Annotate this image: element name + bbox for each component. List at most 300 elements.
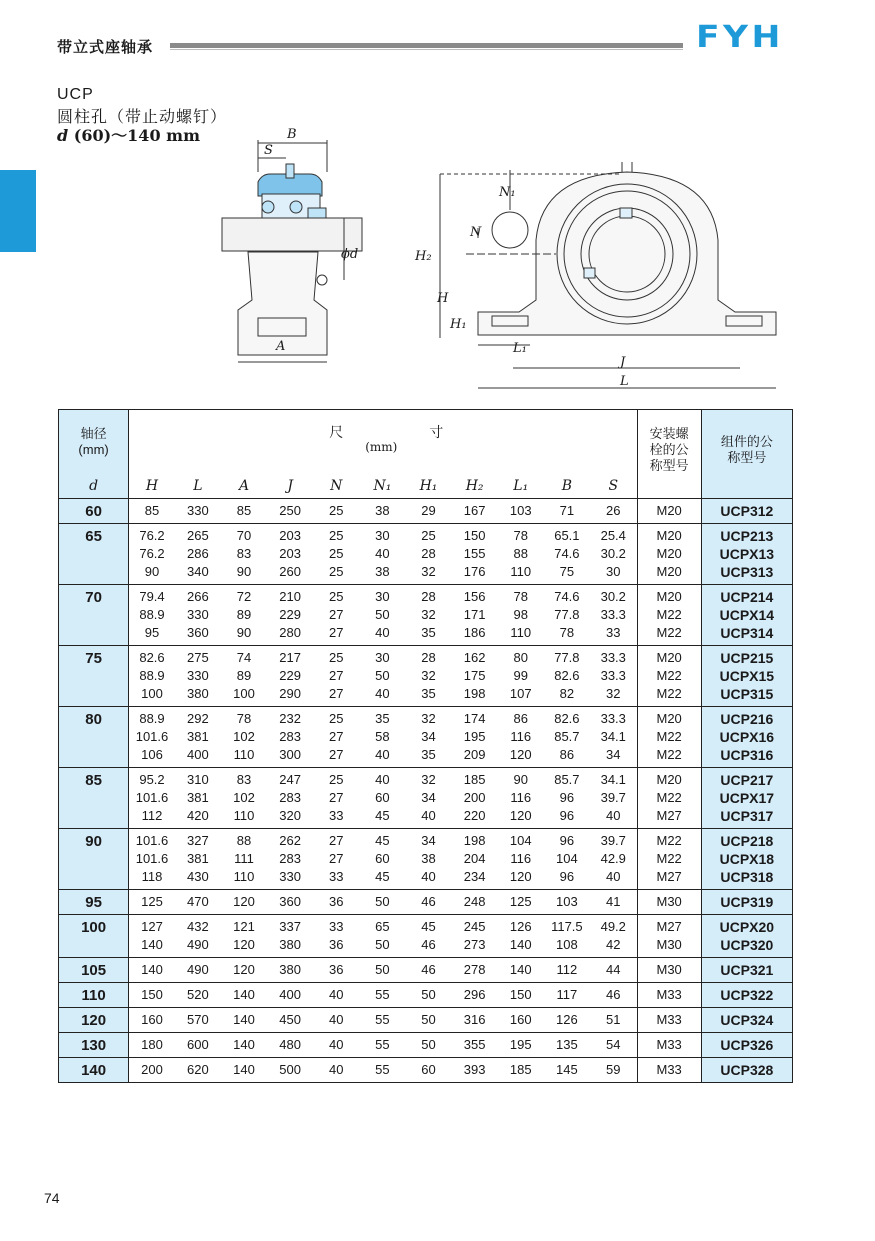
dimension-value: 34 xyxy=(421,790,436,805)
dimension-value: 490 xyxy=(175,958,221,983)
dimension-value: 101.6 xyxy=(135,729,169,744)
dimension-value: 88.9 xyxy=(139,607,165,622)
col-header: S xyxy=(590,475,637,499)
bolt-size-cell: M22 xyxy=(637,789,701,807)
dimension-value: 25 xyxy=(313,646,359,668)
dimension-value: 28 xyxy=(405,646,451,668)
shaft-diameter-cell: 85 xyxy=(59,768,129,829)
dimension-value: 160 xyxy=(498,1008,544,1033)
dimension-value: 65.1 xyxy=(544,524,590,546)
dimension-value: 198 xyxy=(452,829,498,851)
dimension-value: 110 xyxy=(233,808,255,823)
dimension-value: 450 xyxy=(267,1008,313,1033)
unit-number-cell: UCP328 xyxy=(701,1058,792,1083)
dimension-value: 51 xyxy=(590,1008,637,1033)
dimension-value: 120 xyxy=(509,808,532,823)
col-header: H₁ xyxy=(405,475,451,499)
bolt-size-cell: M20 xyxy=(637,585,701,607)
dimension-value: 220 xyxy=(463,808,486,823)
dimension-value: 210 xyxy=(267,585,313,607)
dimension-value: 120 xyxy=(509,747,532,762)
dimension-value: 330 xyxy=(187,607,209,622)
dimension-value: 80 xyxy=(498,646,544,668)
dimension-value: 380 xyxy=(279,937,301,952)
col-header: H xyxy=(129,475,175,499)
dimension-value: 40 xyxy=(375,546,390,561)
range-text: (60)～140 mm xyxy=(73,126,201,145)
bolt-size-cell: M20 xyxy=(637,646,701,668)
dimension-value: 89 xyxy=(236,668,252,683)
dimension-value: 33.3 xyxy=(600,607,626,622)
unit-number-cell: UCP312 xyxy=(701,499,792,524)
dimension-value: 140 xyxy=(498,958,544,983)
dimension-value: 360 xyxy=(187,625,209,640)
dimension-value: 229 xyxy=(279,607,301,622)
table-row xyxy=(59,807,793,829)
dimension-value: 126 xyxy=(498,915,544,937)
dimension-value: 59 xyxy=(590,1058,637,1083)
dimension-value: 310 xyxy=(175,768,221,790)
dimension-value: 85 xyxy=(236,503,252,518)
dimension-value: 248 xyxy=(452,890,498,915)
dimension-value: 39.7 xyxy=(600,790,626,805)
dimension-value: 150 xyxy=(129,983,175,1008)
unit-number-cell: UCP216 xyxy=(701,707,792,729)
table-row xyxy=(59,685,793,707)
dimension-value: 33 xyxy=(329,808,344,823)
series-code: UCP xyxy=(57,86,94,103)
dimension-value: 195 xyxy=(498,1033,544,1058)
unit-number-cell: UCPX14 xyxy=(701,606,792,624)
dimensions-header xyxy=(129,410,637,475)
range-symbol: d xyxy=(57,126,69,145)
dimension-value: 320 xyxy=(279,808,301,823)
shaft-diameter-cell: 100 xyxy=(59,915,129,958)
dimension-value: 140 xyxy=(221,983,267,1008)
dimension-value: 283 xyxy=(279,851,301,866)
dimension-value: 82.6 xyxy=(129,646,175,668)
dimension-value: 25 xyxy=(329,564,344,579)
dimension-value: 45 xyxy=(405,915,451,937)
dimension-value: 34 xyxy=(606,747,621,762)
label-B: B xyxy=(287,127,297,142)
dimension-value: 107 xyxy=(509,686,532,701)
dimension-value: 30 xyxy=(359,585,405,607)
dimension-value: 330 xyxy=(279,869,301,884)
dimension-value: 186 xyxy=(463,625,486,640)
dimension-value: 111 xyxy=(234,851,254,866)
table-row xyxy=(59,1033,793,1058)
dimension-value: 90 xyxy=(144,564,160,579)
dimension-value: 400 xyxy=(187,747,209,762)
dimension-value: 28 xyxy=(421,546,436,561)
dimension-value: 33 xyxy=(606,625,621,640)
dimension-value: 283 xyxy=(279,729,301,744)
dimension-value: 45 xyxy=(375,869,390,884)
table-row xyxy=(59,746,793,768)
label-L: L xyxy=(620,374,629,389)
dimension-value: 234 xyxy=(463,869,486,884)
dimension-value: 96 xyxy=(559,808,575,823)
shaft-diameter-cell: 65 xyxy=(59,524,129,585)
unit-number-cell: UCP321 xyxy=(701,958,792,983)
bolt-size-cell: M22 xyxy=(637,685,701,707)
shaft-unit: (mm) xyxy=(78,442,109,458)
bolt-size-cell: M33 xyxy=(637,1008,701,1033)
dimension-value: 55 xyxy=(359,1058,405,1083)
dimension-value: 292 xyxy=(175,707,221,729)
col-header: B xyxy=(544,475,590,499)
dimension-value: 470 xyxy=(175,890,221,915)
dimension-value: 40 xyxy=(359,768,405,790)
table-row xyxy=(59,915,793,937)
dimension-value: 247 xyxy=(267,768,313,790)
dimension-value: 30 xyxy=(606,564,621,579)
dimension-value: 300 xyxy=(279,747,301,762)
dimension-value: 96 xyxy=(559,869,575,884)
dimension-value: 42 xyxy=(606,937,621,952)
shaft-diameter-cell: 110 xyxy=(59,983,129,1008)
dimension-value: 25 xyxy=(313,585,359,607)
col-header: J xyxy=(267,475,313,499)
table-row xyxy=(59,789,793,807)
bolt-size-cell: M20 xyxy=(637,707,701,729)
dimension-value: 27 xyxy=(329,851,344,866)
table-row xyxy=(59,624,793,646)
dimension-value: 174 xyxy=(452,707,498,729)
dimension-value: 40 xyxy=(606,808,621,823)
dimension-value: 74.6 xyxy=(544,585,590,607)
dimension-value: 103 xyxy=(544,890,590,915)
unit-number-cell: UCP324 xyxy=(701,1008,792,1033)
dimension-value: 112 xyxy=(544,958,590,983)
dimension-value: 27 xyxy=(329,668,344,683)
dimension-value: 430 xyxy=(187,869,209,884)
dimension-value: 106 xyxy=(141,747,163,762)
table-row xyxy=(59,585,793,607)
dimension-value: 50 xyxy=(359,958,405,983)
dimension-value: 85.7 xyxy=(544,768,590,790)
dimension-value: 82.6 xyxy=(554,668,580,683)
dimension-value: 50 xyxy=(405,983,451,1008)
dim-label-a: 尺 xyxy=(329,424,344,440)
dimension-value: 46 xyxy=(421,937,436,952)
dimension-value: 46 xyxy=(405,890,451,915)
table-row xyxy=(59,958,793,983)
bolt-size-cell: M22 xyxy=(637,850,701,868)
dimension-value: 27 xyxy=(313,829,359,851)
bolt-size-cell: M27 xyxy=(637,807,701,829)
dimension-value: 25 xyxy=(405,524,451,546)
bolt-size-cell: M30 xyxy=(637,936,701,958)
dimension-value: 60 xyxy=(375,851,390,866)
label-N1: N₁ xyxy=(499,185,516,200)
dimension-value: 27 xyxy=(329,686,344,701)
dimension-value: 74 xyxy=(221,646,267,668)
dimension-value: 340 xyxy=(187,564,209,579)
dimension-value: 175 xyxy=(463,668,486,683)
table-row xyxy=(59,868,793,890)
dimension-value: 262 xyxy=(267,829,313,851)
dimension-value: 32 xyxy=(405,707,451,729)
dimension-value: 35 xyxy=(359,707,405,729)
dimension-value: 140 xyxy=(221,1008,267,1033)
unit-number-cell: UCPX16 xyxy=(701,728,792,746)
unit-number-cell: UCPX18 xyxy=(701,850,792,868)
col-header: L xyxy=(175,475,221,499)
dimension-value: 65 xyxy=(359,915,405,937)
dimension-value: 102 xyxy=(233,790,255,805)
dimension-value: 60 xyxy=(405,1058,451,1083)
dimension-value: 393 xyxy=(452,1058,498,1083)
dimension-value: 101.6 xyxy=(129,829,175,851)
dimension-value: 200 xyxy=(463,790,486,805)
dimension-value: 40 xyxy=(375,747,390,762)
dimension-value: 140 xyxy=(509,937,532,952)
dimension-value: 30 xyxy=(359,524,405,546)
dimension-value: 110 xyxy=(510,625,532,640)
dimension-value: 45 xyxy=(359,829,405,851)
dimension-value: 330 xyxy=(187,668,209,683)
table-row xyxy=(59,728,793,746)
dimension-value: 40 xyxy=(313,1033,359,1058)
dimension-value: 30.2 xyxy=(600,546,626,561)
dimension-value: 171 xyxy=(463,607,486,622)
bolt-size-cell: M22 xyxy=(637,829,701,851)
dimension-value: 40 xyxy=(313,1008,359,1033)
dimension-value: 25 xyxy=(329,546,344,561)
dimension-value: 118 xyxy=(141,869,163,884)
dimension-value: 25 xyxy=(313,524,359,546)
dimension-value: 50 xyxy=(405,1008,451,1033)
label-phi-d: ϕd xyxy=(341,247,359,262)
dimension-value: 290 xyxy=(279,686,301,701)
dimension-value: 88 xyxy=(513,546,528,561)
dimension-value: 50 xyxy=(375,668,390,683)
dimension-value: 120 xyxy=(221,958,267,983)
dimension-value: 29 xyxy=(421,503,436,518)
dimension-value: 55 xyxy=(359,983,405,1008)
unit-number-cell: UCP318 xyxy=(701,868,792,890)
brand-logo: FYH xyxy=(696,20,784,55)
bolt-header xyxy=(637,410,701,499)
dimension-value: 40 xyxy=(313,1058,359,1083)
bolt-size-cell: M20 xyxy=(637,545,701,563)
dimension-value: 204 xyxy=(463,851,486,866)
dimension-value: 260 xyxy=(279,564,301,579)
label-N: N xyxy=(470,225,482,240)
bolt-size-cell: M30 xyxy=(637,890,701,915)
col-header: N xyxy=(313,475,359,499)
dimension-table xyxy=(58,409,793,1083)
dimension-value: 198 xyxy=(463,686,486,701)
dimension-value: 54 xyxy=(590,1033,637,1058)
dimension-value: 110 xyxy=(233,869,255,884)
dimension-value: 83 xyxy=(236,546,252,561)
dimension-value: 108 xyxy=(556,937,578,952)
dimension-value: 86 xyxy=(559,747,575,762)
dimension-value: 283 xyxy=(279,790,301,805)
unit-number-cell: UCP326 xyxy=(701,1033,792,1058)
dimension-value: 40 xyxy=(421,808,436,823)
dimension-value: 620 xyxy=(175,1058,221,1083)
dimension-value: 89 xyxy=(236,607,252,622)
dimension-value: 27 xyxy=(329,790,344,805)
dimension-value: 275 xyxy=(175,646,221,668)
label-L1: L₁ xyxy=(513,341,527,356)
dimension-value: 117.5 xyxy=(544,915,590,937)
dimension-value: 39.7 xyxy=(590,829,637,851)
dimension-value: 58 xyxy=(375,729,390,744)
dimension-value: 185 xyxy=(498,1058,544,1083)
bolt-size-cell: M20 xyxy=(637,768,701,790)
dimension-value: 150 xyxy=(452,524,498,546)
dimension-value: 35 xyxy=(421,686,436,701)
dimension-value: 88 xyxy=(221,829,267,851)
shaft-diameter-cell: 130 xyxy=(59,1033,129,1058)
dimension-value: 27 xyxy=(329,729,344,744)
table-row xyxy=(59,829,793,851)
dimension-value: 104 xyxy=(556,851,578,866)
dimension-value: 116 xyxy=(510,851,532,866)
table-row xyxy=(59,890,793,915)
dimension-value: 90 xyxy=(498,768,544,790)
bolt-size-cell: M33 xyxy=(637,983,701,1008)
table-row xyxy=(59,1008,793,1033)
label-J: J xyxy=(620,355,626,370)
dimension-value: 50 xyxy=(405,1033,451,1058)
dimension-value: 38 xyxy=(375,503,390,518)
dimension-value: 103 xyxy=(509,503,532,518)
dimension-value: 140 xyxy=(221,1058,267,1083)
dimension-value: 140 xyxy=(129,958,175,983)
bolt-size-cell: M27 xyxy=(637,915,701,937)
dimension-value: 79.4 xyxy=(129,585,175,607)
dimension-value: 500 xyxy=(267,1058,313,1083)
dimension-value: 360 xyxy=(267,890,313,915)
dimension-value: 266 xyxy=(175,585,221,607)
dimension-value: 135 xyxy=(544,1033,590,1058)
bolt-size-cell: M33 xyxy=(637,1058,701,1083)
dimension-value: 117 xyxy=(544,983,590,1008)
table-row xyxy=(59,707,793,729)
dimension-value: 278 xyxy=(452,958,498,983)
shaft-diameter-cell: 120 xyxy=(59,1008,129,1033)
dimension-value: 150 xyxy=(498,983,544,1008)
dimension-value: 176 xyxy=(463,564,486,579)
table-row xyxy=(59,768,793,790)
table-row xyxy=(59,499,793,524)
dimension-value: 104 xyxy=(498,829,544,851)
unit-number-cell: UCP317 xyxy=(701,807,792,829)
dimension-value: 25.4 xyxy=(590,524,637,546)
dimension-value: 480 xyxy=(267,1033,313,1058)
dimension-value: 76.2 xyxy=(129,524,175,546)
dimension-value: 32 xyxy=(421,668,436,683)
dimension-value: 145 xyxy=(544,1058,590,1083)
unit-number-cell: UCP313 xyxy=(701,563,792,585)
dimension-value: 121 xyxy=(221,915,267,937)
ref-label: 组件的公称型号 xyxy=(720,434,773,465)
dimension-value: 26 xyxy=(606,503,621,518)
dimension-value: 265 xyxy=(175,524,221,546)
shaft-header xyxy=(59,410,129,475)
page-number: 74 xyxy=(44,1190,60,1206)
col-header: N₁ xyxy=(359,475,405,499)
dimension-value: 82 xyxy=(559,686,575,701)
shaft-diameter-cell: 60 xyxy=(59,499,129,524)
dimension-value: 46 xyxy=(590,983,637,1008)
dimension-value: 110 xyxy=(510,564,532,579)
dimension-value: 34.1 xyxy=(590,768,637,790)
unit-number-cell: UCP214 xyxy=(701,585,792,607)
unit-number-cell: UCPX20 xyxy=(701,915,792,937)
dimension-value: 30.2 xyxy=(590,585,637,607)
dimension-value: 32 xyxy=(421,564,436,579)
unit-number-cell: UCP316 xyxy=(701,746,792,768)
dimension-value: 203 xyxy=(267,524,313,546)
dimension-value: 102 xyxy=(233,729,255,744)
dimension-value: 273 xyxy=(463,937,486,952)
dimension-value: 32 xyxy=(606,686,621,701)
dimension-value: 520 xyxy=(175,983,221,1008)
table-row xyxy=(59,667,793,685)
table-row xyxy=(59,524,793,546)
unit-number-cell: UCP320 xyxy=(701,936,792,958)
unit-number-cell: UCPX17 xyxy=(701,789,792,807)
dimension-value: 49.2 xyxy=(590,915,637,937)
col-header: L₁ xyxy=(498,475,544,499)
dimension-value: 50 xyxy=(359,890,405,915)
unit-number-cell: UCP319 xyxy=(701,890,792,915)
dimension-value: 45 xyxy=(375,808,390,823)
dimension-value: 98 xyxy=(513,607,528,622)
table-row xyxy=(59,563,793,585)
label-H1: H₁ xyxy=(450,317,467,332)
bolt-size-cell: M20 xyxy=(637,524,701,546)
shaft-diameter-cell: 80 xyxy=(59,707,129,768)
dimension-value: 36 xyxy=(329,937,344,952)
dimension-value: 38 xyxy=(375,564,390,579)
dimension-value: 180 xyxy=(129,1033,175,1058)
dimension-value: 25 xyxy=(313,768,359,790)
dimension-value: 96 xyxy=(559,790,575,805)
dimension-value: 381 xyxy=(187,851,209,866)
bolt-size-cell: M22 xyxy=(637,728,701,746)
dimension-value: 250 xyxy=(279,503,301,518)
dimension-value: 78 xyxy=(221,707,267,729)
dimension-value: 95 xyxy=(144,625,160,640)
dimension-value: 116 xyxy=(510,790,532,805)
dimension-value: 120 xyxy=(509,869,532,884)
dimension-value: 33.3 xyxy=(590,707,637,729)
shaft-diameter-cell: 70 xyxy=(59,585,129,646)
dimension-value: 50 xyxy=(375,937,390,952)
bolt-size-cell: M22 xyxy=(637,746,701,768)
unit-number-cell: UCP314 xyxy=(701,624,792,646)
dimension-value: 88.9 xyxy=(139,668,165,683)
dimension-value: 337 xyxy=(267,915,313,937)
dimension-value: 100 xyxy=(233,686,255,701)
dimension-value: 32 xyxy=(405,768,451,790)
dimension-value: 33 xyxy=(313,915,359,937)
unit-number-cell: UCPX15 xyxy=(701,667,792,685)
shaft-diameter-cell: 105 xyxy=(59,958,129,983)
dimension-value: 78 xyxy=(498,585,544,607)
dimension-value: 296 xyxy=(452,983,498,1008)
dimension-value: 96 xyxy=(544,829,590,851)
dimension-value: 400 xyxy=(267,983,313,1008)
